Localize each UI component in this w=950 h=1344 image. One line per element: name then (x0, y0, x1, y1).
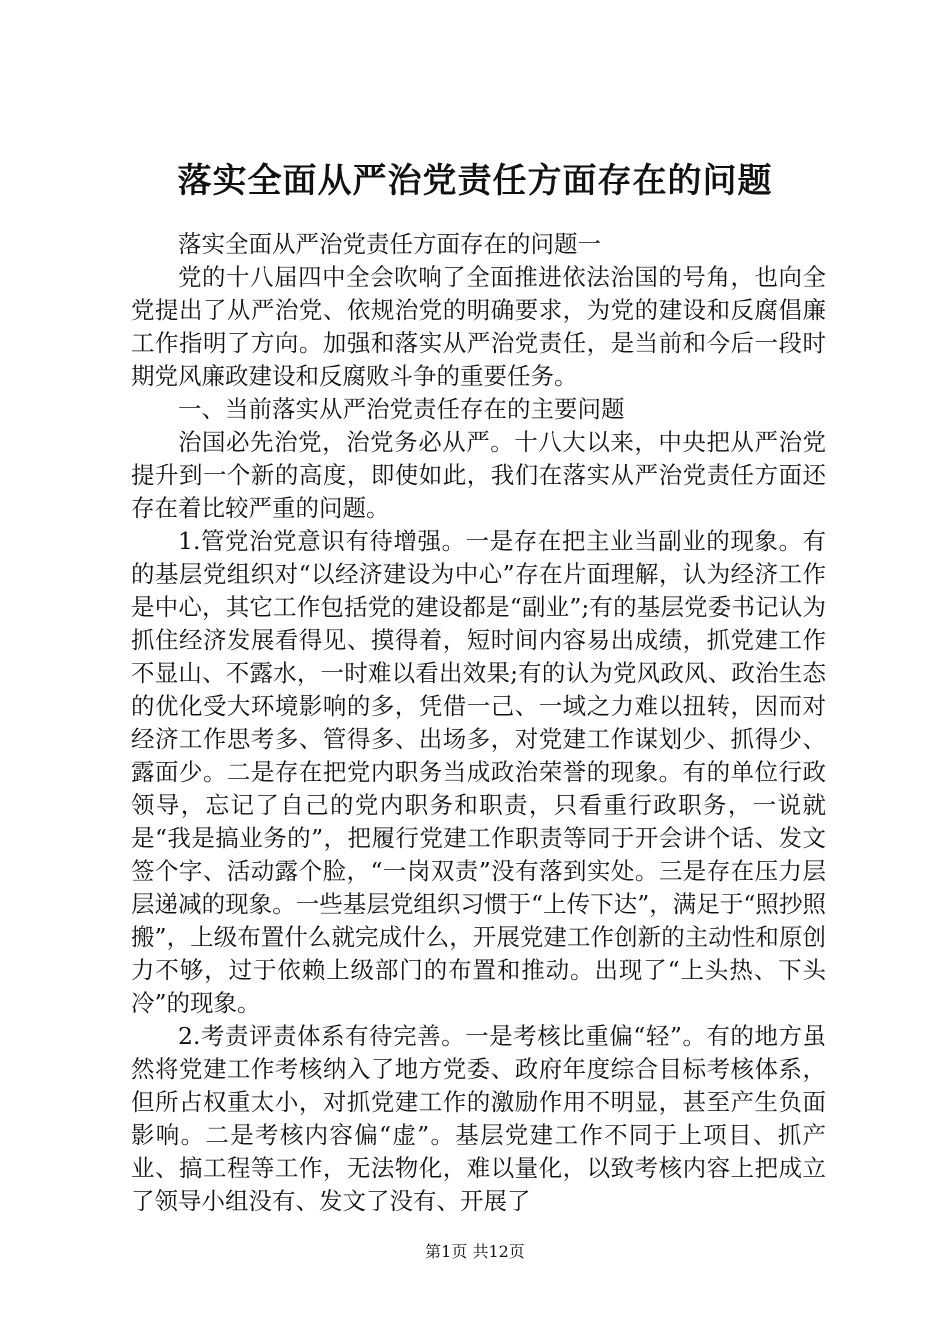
paragraph-subtitle: 落实全面从严治党责任方面存在的问题一 (178, 230, 601, 258)
document-title: 落实全面从严治党责任方面存在的问题 (177, 161, 773, 201)
paragraph-intro: 党的十八届四中全会吹响了全面推进依法治国的号角，也向全党提出了从严治党、依规治党的明确要求，为党的建设和反腐倡廉工作指明了方向。加强和落实从严治党责任，是当前和今后一段时期党风廉政建设和反腐败斗争的重要任务。 (131, 263, 826, 390)
paragraph-point-1: 1.管党治党意识有待增强。一是存在把主业当副业的现象。有的基层党组织对“以经济建设为中心”存在片面理解，认为经济工作是中心，其它工作包括党的建设都是“副业”;有的基层党委书记认为抓住经济发展看得见、摸得着，短时间内容易出成绩，抓党建工作不显山、不露水，一时难以看出效果;有的认为党风政风、政治生态的优化受大环境影响的多，凭借一己、一域之力难以扭转，因而对经济工作思考多、管得多、出场多，对党建工作谋划少、抓得少、露面少。二是存在把党内职务当成政治荣誉的现象。有的单位行政领导，忘记了自己的党内职务和职责，只看重行政职务，一说就是“我是搞业务的”，把履行党建工作职责等同于开会讲个话、发文签个字、活动露个脸，“一岗双责”没有落到实处。三是存在压力层层递减的现象。一些基层党组织习惯于“上传下达”，满足于“照抄照搬”，上级布置什么就完成什么，开展党建工作创新的主动性和原创力不够，过于依赖上级部门的布置和推动。出现了“上头热、下头冷”的现象。 (131, 527, 826, 1017)
section-heading: 一、当前落实从严治党责任存在的主要问题 (178, 395, 625, 423)
page-number: 第1页 共12页 (425, 1242, 525, 1261)
paragraph-overview: 治国必先治党，治党务必从严。十八大以来，中央把从严治党提升到一个新的高度，即使如此，我们在落实从严治党责任方面还存在着比较严重的问题。 (131, 428, 826, 522)
document-body (131, 228, 826, 1218)
paragraph-point-2: 2.考责评责体系有待完善。一是考核比重偏“轻”。有的地方虽然将党建工作考核纳入了地方党委、政府年度综合目标考核体系，但所占权重太小，对抓党建工作的激励作用不明显，甚至产生负面影响。二是考核内容偏“虚”。基层党建工作不同于上项目、抓产业、搞工程等工作，无法物化，难以量化，以致考核内容上把成立了领导小组没有、发文了没有、开展了 (131, 1022, 826, 1215)
